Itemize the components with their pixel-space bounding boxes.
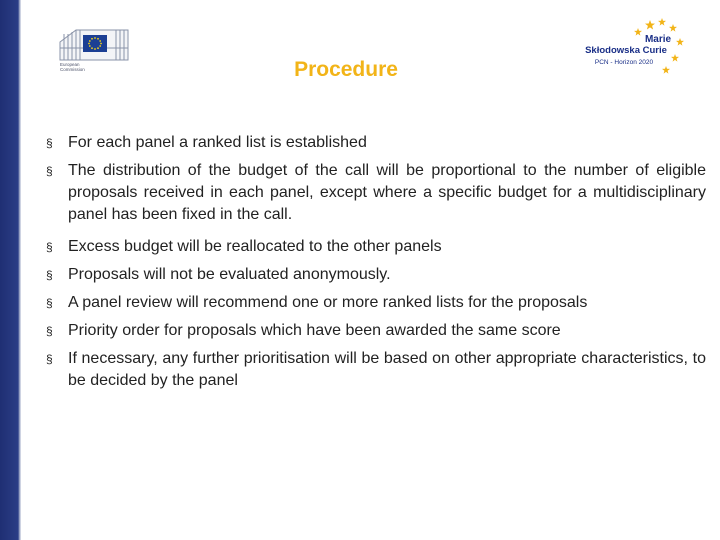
bullet-marker: § — [46, 164, 53, 178]
bullet-text: Excess budget will be reallocated to the other panels — [68, 238, 442, 255]
msca-logo-line1: Marie — [644, 34, 672, 45]
bullet-item — [46, 236, 706, 258]
bullet-list — [46, 128, 706, 392]
msca-logo-line3: PCN - Horizon 2020 — [594, 59, 654, 66]
bullet-item — [46, 264, 706, 286]
bullet-text: For each panel a ranked list is established — [68, 134, 367, 151]
bullet-marker: § — [46, 352, 53, 366]
bullet-item — [46, 320, 706, 342]
msca-logo-line2: Skłodowska Curie — [585, 45, 667, 56]
left-accent-bar — [0, 0, 21, 540]
bullet-item — [46, 292, 706, 314]
bullet-text: If necessary, any further prioritisation will be based on other appropriate characteristics, to be decided by the panel — [68, 350, 706, 389]
ec-logo-text-line1: European — [60, 62, 80, 67]
marie-sklodowska-curie-logo — [562, 16, 692, 82]
bullet-marker: § — [46, 296, 53, 310]
ec-logo-text-line2: Commission — [60, 67, 85, 72]
bullet-text: The distribution of the budget of the call will be proportional to the number of eligible proposals received in each panel, except where a specific budget for a multidisciplinary panel has been fixed in the call. — [68, 162, 706, 223]
bullet-marker: § — [46, 240, 53, 254]
bullet-item — [46, 132, 706, 154]
european-commission-logo — [56, 20, 136, 72]
bullet-marker: § — [46, 136, 53, 150]
bullet-text: A panel review will recommend one or more ranked lists for the proposals — [68, 294, 588, 311]
bullet-text: Proposals will not be evaluated anonymously. — [68, 266, 391, 283]
bullet-marker: § — [46, 268, 53, 282]
bullet-item — [46, 160, 706, 226]
bullet-marker: § — [46, 324, 53, 338]
bullet-item — [46, 348, 706, 392]
slide-title: Procedure — [294, 58, 398, 81]
bullet-text: Priority order for proposals which have been awarded the same score — [68, 322, 561, 339]
